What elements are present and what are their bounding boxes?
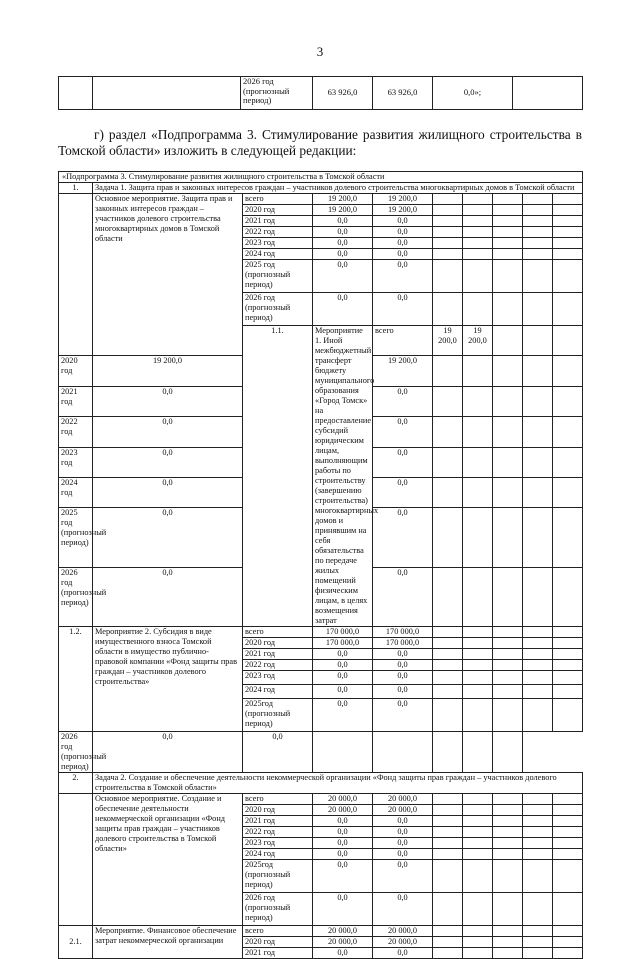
main-activity-2: Основное мероприятие. Создание и обеспечение деятельности некоммерческой организации «Фонд защиты прав граждан – участников долевого строительства в Томской области»: [93, 794, 243, 926]
task-1-title: Задача 1. Защита прав и законных интересов граждан – участников долевого строительства многоквартирных домов в Томской области: [93, 183, 583, 194]
table-row: 2022 год 0,0 0,0: [59, 417, 583, 447]
table-row: 2021 год 0,0 0,0: [59, 649, 583, 660]
page-number: 3: [316, 44, 324, 59]
table-row: 2026 год (прогнозный период) 63 926,0 63 926,0 0,0»;: [59, 77, 583, 110]
table-row: 2025год (прогнозный период) 0,0 0,0: [59, 699, 583, 732]
table-row: 2026 год (прогнозный период) 0,0 0,0: [59, 293, 583, 326]
subprogram-title: «Подпрограмма 3. Стимулирование развития жилищного строительства в Томской области: [59, 172, 583, 183]
table-row: 2024 год 0,0 0,0: [59, 685, 583, 699]
activity-1-2: Мероприятие 2. Субсидия в виде имущественного взноса Томской области в имущество публично-правовой компании «Фонд защиты прав граждан – участников долевого строительства»: [93, 627, 243, 732]
table-row: 2024 год 0,0 0,0: [59, 477, 583, 507]
year-cell: 2026 год (прогнозный период): [241, 77, 313, 110]
table-row: [59, 172, 583, 183]
table-row: 2. Задача 2. Создание и обеспечение деятельности некоммерческой организации «Фонд защиты прав граждан – участников долевого строительства в Томской области»: [59, 773, 583, 794]
table-row: 2020 год 20 000,0 20 000,0: [59, 805, 583, 816]
previous-table-tail: [58, 76, 583, 110]
table-row: 1.1. Мероприятие 1. Иной межбюджетный трансферт бюджету муниципального образования «Город Томск» на предоставление субсидий юридическим лицам, выполняющим работы по строительству (завершению строительства) многоквартирных домов и принявшим на себя обязательства по передаче жилых помещений физическим лицам, в целях возмещения затрат всего 19 200,0 19 200,0: [59, 326, 583, 356]
table-row: Основное мероприятие. Защита прав и законных интересов граждан – участников долевого строительства многоквартирных домов в Томской области всего 19 200,0 19 200,0: [59, 194, 583, 205]
table-row: 2020 год 19 200,0 19 200,0: [59, 205, 583, 216]
table-row: 2022 год 0,0 0,0: [59, 827, 583, 838]
table-row: 1. Задача 1. Защита прав и законных интересов граждан – участников долевого строительства многоквартирных домов в Томской области: [59, 183, 583, 194]
subprogram-table: [58, 171, 583, 959]
table-row: 2025 год (прогнозный период) 0,0 0,0: [59, 260, 583, 293]
table-row: 2026 год (прогнозный период) 0,0 0,0: [59, 567, 583, 626]
table-row: 2024 год 0,0 0,0: [59, 249, 583, 260]
section-heading: г) раздел «Подпрограмма 3. Стимулирование развития жилищного строительства в Томской области» изложить в следующей редакции:: [58, 127, 582, 158]
table-row: 2023 год 0,0 0,0: [59, 671, 583, 685]
table-row: 2023 год 0,0 0,0: [59, 238, 583, 249]
table-row: 2026 год (прогнозный период) 0,0 0,0: [59, 893, 583, 926]
table-row: 2020 год 170 000,0 170 000,0: [59, 638, 583, 649]
main-activity-1: Основное мероприятие. Защита прав и законных интересов граждан – участников долевого строительства многоквартирных домов в Томской области: [93, 194, 243, 356]
task-2-title: Задача 2. Создание и обеспечение деятельности некоммерческой организации «Фонд защиты прав граждан – участников долевого строительства в Томской области»: [93, 773, 583, 794]
table-row: Основное мероприятие. Создание и обеспечение деятельности некоммерческой организации «Фонд защиты прав граждан – участников долевого строительства в Томской области» всего 20 000,0 20 000,0: [59, 794, 583, 805]
table-row: 2021 год 0,0 0,0: [59, 386, 583, 416]
table-row: 1.2. Мероприятие 2. Субсидия в виде имущественного взноса Томской области в имущество публично-правовой компании «Фонд защиты прав граждан – участников долевого строительства» всего 170 000,0 170 000,0: [59, 627, 583, 638]
table-row: 2021 год 0,0 0,0: [59, 216, 583, 227]
table-row: 2024 год 0,0 0,0: [59, 849, 583, 860]
table-row: 2021 год 0,0 0,0: [59, 948, 583, 959]
table-row: 2022 год 0,0 0,0: [59, 660, 583, 671]
table-row: 2022 год 0,0 0,0: [59, 227, 583, 238]
table-row: 2025год (прогнозный период) 0,0 0,0: [59, 860, 583, 893]
table-row: 2023 год 0,0 0,0: [59, 447, 583, 477]
activity-2-1: Мероприятие. Финансовое обеспечение затрат некоммерческой организации: [93, 926, 243, 959]
table-row: 2023 год 0,0 0,0: [59, 838, 583, 849]
activity-1-1: Мероприятие 1. Иной межбюджетный трансферт бюджету муниципального образования «Город Томск» на предоставление субсидий юридическим лицам, выполняющим работы по строительству (завершению строительства) многоквартирных домов и принявшим на себя обязательства по передаче жилых помещений физическим лицам, в целях возмещения затрат: [313, 326, 373, 627]
table-row: 2026 год (прогнозный период) 0,0 0,0: [59, 732, 583, 773]
table-row: 2021 год 0,0 0,0: [59, 816, 583, 827]
table-row: 2025 год (прогнозный период) 0,0 0,0: [59, 508, 583, 567]
table-row: 2.1. Мероприятие. Финансовое обеспечение затрат некоммерческой организации всего 20 000,0 20 000,0: [59, 926, 583, 937]
table-row: 2020 год 19 200,0 19 200,0: [59, 356, 583, 386]
table-row: 2020 год 20 000,0 20 000,0: [59, 937, 583, 948]
